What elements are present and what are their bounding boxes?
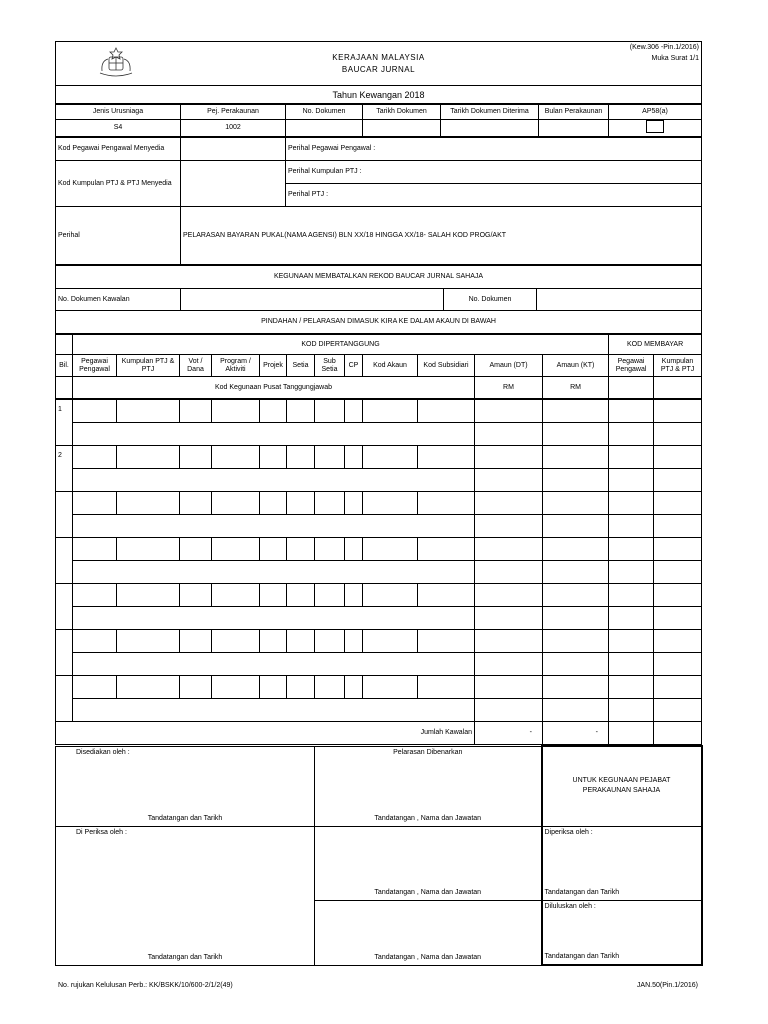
sign-name-2: Tandatangan , Nama dan Jawatan bbox=[374, 888, 482, 896]
entry-cell[interactable] bbox=[287, 676, 315, 699]
total-dt: - bbox=[475, 722, 543, 745]
entry-cell[interactable] bbox=[609, 607, 654, 630]
entry-cell[interactable] bbox=[180, 538, 212, 561]
entry-cell[interactable] bbox=[315, 400, 345, 423]
diperiksa-label: Di Periksa oleh : bbox=[76, 828, 127, 836]
entry-cell[interactable] bbox=[609, 469, 654, 492]
table-row bbox=[56, 492, 702, 515]
pejabat-heading: UNTUK KEGUNAAN PEJABAT PERAKAUNAN SAHAJA bbox=[572, 777, 671, 795]
sign-date-3: Tandatangan dan Tarikh bbox=[544, 888, 620, 896]
entry-cell[interactable] bbox=[609, 561, 654, 584]
entry-cell[interactable] bbox=[117, 584, 180, 607]
entry-cell[interactable] bbox=[117, 446, 180, 469]
pej-perakaunan-value[interactable]: 1002 bbox=[181, 120, 286, 137]
sign-date-1: Tandatangan dan Tarikh bbox=[147, 814, 223, 822]
kod-kumpulan-label: Kod Kumpulan PTJ & PTJ Menyedia bbox=[56, 161, 181, 207]
sign-name-1: Tandatangan , Nama dan Jawatan bbox=[374, 814, 482, 822]
entry-cell[interactable] bbox=[363, 446, 418, 469]
entry-cell[interactable] bbox=[609, 584, 654, 607]
entry-cell[interactable] bbox=[287, 492, 315, 515]
entry-cell[interactable] bbox=[654, 469, 702, 492]
row-bil: 1 bbox=[56, 400, 73, 446]
entry-cell[interactable] bbox=[212, 584, 260, 607]
no-dok-kawalan-field[interactable] bbox=[181, 289, 444, 311]
entry-cell[interactable] bbox=[260, 400, 287, 423]
journal-voucher-form bbox=[55, 41, 701, 966]
entry-cell[interactable] bbox=[609, 630, 654, 653]
pindahan-heading: PINDAHAN / PELARASAN DIMASUK KIRA KE DALAM AKAUN DI BAWAH bbox=[56, 311, 702, 334]
entry-description-cell[interactable] bbox=[73, 515, 475, 538]
kod-pusat-heading: Kod Kegunaan Pusat Tanggungjawab bbox=[73, 377, 475, 399]
table-row bbox=[56, 630, 702, 653]
entry-cell[interactable] bbox=[117, 400, 180, 423]
fiscal-year: Tahun Kewangan 2018 bbox=[56, 86, 702, 104]
row-bil bbox=[56, 492, 73, 538]
entry-cell[interactable] bbox=[345, 492, 363, 515]
entry-cell[interactable] bbox=[345, 446, 363, 469]
entry-cell[interactable] bbox=[475, 492, 543, 515]
row-bil bbox=[56, 584, 73, 630]
entry-cell[interactable] bbox=[654, 492, 702, 515]
entry-cell[interactable] bbox=[73, 400, 117, 423]
entry-cell[interactable] bbox=[345, 584, 363, 607]
entry-cell[interactable] bbox=[475, 400, 543, 423]
entry-cell[interactable] bbox=[363, 538, 418, 561]
no-dokumen-cancel-field[interactable] bbox=[537, 289, 702, 311]
entry-cell[interactable] bbox=[315, 538, 345, 561]
sign-date-4: Tandatangan dan Tarikh bbox=[544, 953, 620, 960]
entry-description-cell[interactable] bbox=[73, 653, 475, 676]
entry-cell[interactable] bbox=[475, 584, 543, 607]
entry-cell[interactable] bbox=[287, 400, 315, 423]
pelarasan-label: Pelarasan Dibenarkan bbox=[393, 748, 463, 756]
bulan-perakaunan-field[interactable] bbox=[539, 120, 609, 137]
table-row bbox=[56, 607, 702, 630]
entry-cell[interactable] bbox=[654, 400, 702, 423]
kod-kumpulan-field[interactable] bbox=[181, 161, 286, 207]
entry-rows bbox=[55, 399, 702, 745]
jenis-urusniaga-value[interactable]: S4 bbox=[56, 120, 181, 137]
entry-cell[interactable] bbox=[212, 538, 260, 561]
entry-cell[interactable] bbox=[287, 446, 315, 469]
entry-cell[interactable] bbox=[543, 607, 609, 630]
entry-cell[interactable] bbox=[654, 538, 702, 561]
entry-cell[interactable] bbox=[260, 584, 287, 607]
entry-cell[interactable] bbox=[543, 584, 609, 607]
entry-cell[interactable] bbox=[543, 492, 609, 515]
diperiksa2-label: Diperiksa oleh : bbox=[544, 828, 593, 836]
entry-cell[interactable] bbox=[418, 400, 475, 423]
entry-cell[interactable] bbox=[609, 446, 654, 469]
entry-cell[interactable] bbox=[212, 630, 260, 653]
row-bil: 2 bbox=[56, 446, 73, 492]
entry-cell[interactable] bbox=[363, 492, 418, 515]
total-row bbox=[56, 722, 702, 745]
entry-cell[interactable] bbox=[609, 423, 654, 446]
entry-cell[interactable] bbox=[315, 492, 345, 515]
entry-cell[interactable] bbox=[654, 446, 702, 469]
entry-cell[interactable] bbox=[654, 515, 702, 538]
table-row bbox=[56, 515, 702, 538]
entry-cell[interactable] bbox=[654, 653, 702, 676]
entry-cell[interactable] bbox=[543, 630, 609, 653]
entry-cell[interactable] bbox=[117, 538, 180, 561]
entry-cell[interactable] bbox=[418, 676, 475, 699]
entry-cell[interactable] bbox=[543, 676, 609, 699]
row-bil bbox=[56, 630, 73, 676]
entry-cell[interactable] bbox=[475, 446, 543, 469]
form-reference: JAN.50(Pin.1/2016) bbox=[636, 982, 698, 989]
entry-description-cell[interactable] bbox=[73, 699, 475, 722]
entry-cell[interactable] bbox=[315, 446, 345, 469]
form-title: BAUCAR JURNAL bbox=[341, 64, 416, 74]
entry-cell[interactable] bbox=[475, 538, 543, 561]
sign-name-3: Tandatangan , Nama dan Jawatan bbox=[374, 953, 482, 961]
entry-cell[interactable] bbox=[363, 400, 418, 423]
entry-cell[interactable] bbox=[418, 584, 475, 607]
total-kt: - bbox=[543, 722, 609, 745]
entry-cell[interactable] bbox=[475, 469, 543, 492]
entry-cell[interactable] bbox=[609, 699, 654, 722]
entry-cell[interactable] bbox=[180, 676, 212, 699]
table-row bbox=[56, 423, 702, 446]
entry-cell[interactable] bbox=[73, 630, 117, 653]
entry-cell[interactable] bbox=[543, 538, 609, 561]
entry-cell[interactable] bbox=[73, 492, 117, 515]
entry-cell[interactable] bbox=[543, 653, 609, 676]
kegunaan-heading: KEGUNAAN MEMBATALKAN REKOD BAUCAR JURNAL SAHAJA bbox=[56, 266, 702, 289]
entry-cell[interactable] bbox=[73, 584, 117, 607]
currency-dt: RM bbox=[475, 377, 543, 399]
entry-cell[interactable] bbox=[418, 630, 475, 653]
entry-cell[interactable] bbox=[260, 446, 287, 469]
form-code: (Kew.306 -Pin.1/2016) bbox=[629, 44, 699, 51]
entry-cell[interactable] bbox=[475, 699, 543, 722]
entry-description-cell[interactable] bbox=[73, 469, 475, 492]
entry-cell[interactable] bbox=[475, 515, 543, 538]
table-row bbox=[56, 400, 702, 423]
header-table bbox=[55, 41, 702, 104]
entry-description-cell[interactable] bbox=[73, 561, 475, 584]
total-label: Jumlah Kawalan bbox=[56, 722, 475, 745]
entry-cell[interactable] bbox=[260, 538, 287, 561]
entry-cell[interactable] bbox=[543, 423, 609, 446]
perihal-pegawai-label: Perihal Pegawai Pengawal : bbox=[286, 138, 702, 161]
entry-cell[interactable] bbox=[609, 538, 654, 561]
entry-cell[interactable] bbox=[609, 653, 654, 676]
diluluskan-label: Diluluskan oleh : bbox=[544, 902, 596, 910]
entry-cell[interactable] bbox=[654, 699, 702, 722]
entry-cell[interactable] bbox=[543, 400, 609, 423]
entry-cell[interactable] bbox=[73, 538, 117, 561]
perihal-ptj-label: Perihal PTJ : bbox=[286, 184, 702, 207]
entry-cell[interactable] bbox=[315, 676, 345, 699]
entry-cell[interactable] bbox=[609, 515, 654, 538]
entry-cell[interactable] bbox=[654, 676, 702, 699]
entry-cell[interactable] bbox=[287, 584, 315, 607]
reference-note: No. rujukan Kelulusan Perb.: KK/BSKK/10/600-2/1/2(49) bbox=[58, 982, 233, 989]
kod-pegawai-field[interactable] bbox=[181, 138, 286, 161]
entry-cell[interactable] bbox=[418, 446, 475, 469]
entry-cell[interactable] bbox=[212, 492, 260, 515]
document-info-table: Jenis Urusniaga Pej. Perakaunan No. Dokumen Tarikh Dokumen Tarikh Dokumen Diterima Bulan Perakaunan AP58(a) S4 1002 bbox=[55, 104, 702, 137]
entry-cell[interactable] bbox=[180, 584, 212, 607]
kod-dipertanggung-heading: KOD DIPERTANGGUNG bbox=[73, 335, 609, 355]
perihal-label: Perihal bbox=[56, 207, 181, 265]
entry-cell[interactable] bbox=[654, 584, 702, 607]
table-row bbox=[56, 469, 702, 492]
row-bil bbox=[56, 676, 73, 722]
entry-cell[interactable] bbox=[345, 676, 363, 699]
entry-cell[interactable] bbox=[345, 630, 363, 653]
disediakan-label: Disediakan oleh : bbox=[76, 748, 130, 756]
entry-cell[interactable] bbox=[543, 699, 609, 722]
no-dokumen-field[interactable] bbox=[286, 120, 363, 137]
entry-cell[interactable] bbox=[287, 630, 315, 653]
currency-kt: RM bbox=[543, 377, 609, 399]
entry-cell[interactable] bbox=[73, 676, 117, 699]
account-grid bbox=[55, 334, 702, 399]
entry-cell[interactable] bbox=[117, 492, 180, 515]
ap58a-checkbox[interactable] bbox=[646, 120, 664, 133]
entry-cell[interactable] bbox=[212, 446, 260, 469]
entry-cell[interactable] bbox=[117, 630, 180, 653]
table-row bbox=[56, 676, 702, 699]
entry-description-cell[interactable] bbox=[73, 423, 475, 446]
entry-cell[interactable] bbox=[475, 607, 543, 630]
entry-cell[interactable] bbox=[609, 492, 654, 515]
entry-cell[interactable] bbox=[363, 584, 418, 607]
entry-cell[interactable] bbox=[345, 538, 363, 561]
entry-cell[interactable] bbox=[180, 492, 212, 515]
entry-cell[interactable] bbox=[543, 469, 609, 492]
entry-cell[interactable] bbox=[543, 515, 609, 538]
entry-cell[interactable] bbox=[475, 561, 543, 584]
no-dokumen-label: No. Dokumen bbox=[444, 289, 537, 311]
entry-cell[interactable] bbox=[543, 561, 609, 584]
entry-cell[interactable] bbox=[363, 676, 418, 699]
entry-cell[interactable] bbox=[654, 607, 702, 630]
entry-cell[interactable] bbox=[260, 676, 287, 699]
entry-cell[interactable] bbox=[609, 676, 654, 699]
entry-cell[interactable] bbox=[475, 676, 543, 699]
page-number: Muka Surat 1/1 bbox=[651, 55, 699, 62]
entry-cell[interactable] bbox=[543, 446, 609, 469]
entry-cell[interactable] bbox=[418, 492, 475, 515]
entry-cell[interactable] bbox=[117, 676, 180, 699]
entry-cell[interactable] bbox=[315, 584, 345, 607]
tarikh-diterima-field[interactable] bbox=[441, 120, 539, 137]
entry-cell[interactable] bbox=[180, 446, 212, 469]
malaysia-crest-icon bbox=[94, 45, 138, 79]
entry-cell[interactable] bbox=[212, 400, 260, 423]
entry-cell[interactable] bbox=[212, 676, 260, 699]
entry-cell[interactable] bbox=[654, 423, 702, 446]
table-row bbox=[56, 653, 702, 676]
table-row bbox=[56, 446, 702, 469]
entry-cell[interactable] bbox=[363, 630, 418, 653]
entry-cell[interactable] bbox=[654, 630, 702, 653]
entry-cell[interactable] bbox=[475, 630, 543, 653]
table-row bbox=[56, 561, 702, 584]
entry-cell[interactable] bbox=[345, 400, 363, 423]
kod-pegawai-label: Kod Pegawai Pengawal Menyedia bbox=[56, 138, 181, 161]
officer-table bbox=[55, 137, 702, 265]
row-bil bbox=[56, 538, 73, 584]
entry-cell[interactable] bbox=[287, 538, 315, 561]
table-row bbox=[56, 699, 702, 722]
table-row bbox=[56, 584, 702, 607]
column-header-row: Bil. Pegawai Pengawal Kumpulan PTJ & PTJ Vot / Dana Program / Aktiviti Projek Setia Sub Setia CP Kod Akaun Kod Subsidiari Amaun (DT) Amaun (KT) Pegawai Pengawal Kumpulan PTJ & PTJ bbox=[56, 355, 702, 377]
perihal-value[interactable]: PELARASAN BAYARAN PUKAL(NAMA AGENSI) BLN XX/18 HINGGA XX/18- SALAH KOD PROG/AKT bbox=[181, 207, 702, 265]
entry-cell[interactable] bbox=[654, 561, 702, 584]
entry-cell[interactable] bbox=[609, 400, 654, 423]
sign-date-2: Tandatangan dan Tarikh bbox=[147, 953, 223, 961]
entry-cell[interactable] bbox=[260, 492, 287, 515]
kod-membayar-heading: KOD MEMBAYAR bbox=[609, 335, 702, 355]
entry-cell[interactable] bbox=[180, 630, 212, 653]
entry-cell[interactable] bbox=[73, 446, 117, 469]
cancellation-table bbox=[55, 265, 702, 334]
entry-cell[interactable] bbox=[475, 423, 543, 446]
entry-cell[interactable] bbox=[260, 630, 287, 653]
entry-cell[interactable] bbox=[180, 400, 212, 423]
entry-cell[interactable] bbox=[315, 630, 345, 653]
entry-cell[interactable] bbox=[418, 538, 475, 561]
perihal-kumpulan-label: Perihal Kumpulan PTJ : bbox=[286, 161, 702, 184]
tarikh-dokumen-field[interactable] bbox=[363, 120, 441, 137]
form-title-government: KERAJAAN MALAYSIA bbox=[332, 52, 425, 62]
table-row bbox=[56, 538, 702, 561]
entry-cell[interactable] bbox=[475, 653, 543, 676]
entry-description-cell[interactable] bbox=[73, 607, 475, 630]
no-dok-kawalan-label: No. Dokumen Kawalan bbox=[56, 289, 181, 311]
signature-table bbox=[55, 745, 703, 966]
